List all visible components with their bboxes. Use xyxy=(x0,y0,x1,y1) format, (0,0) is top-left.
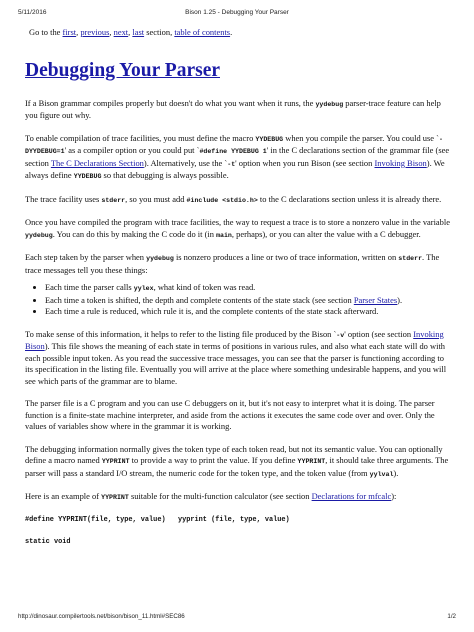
link-invoking-bison-2[interactable]: Invoking Bison xyxy=(25,328,444,351)
paragraph-stderr: The trace facility uses stderr, so you must add #include <stdio.h> to the C declarations section unless it is already there. xyxy=(25,193,442,204)
paragraph-trace-output: Each step taken by the parser when yydebug is nonzero produces a line or two of trace information, written on stderr. The trace messages tell you these things: xyxy=(25,252,440,275)
link-parser-states[interactable]: Parser States xyxy=(353,294,398,305)
page-title[interactable]: Debugging Your Parser xyxy=(25,59,220,81)
paragraph-request-trace: Once you have compiled the program with trace facilities, the way to request a trace is to store a nonzero value in the variable yydebug. You can do this by making the C code do it (in main, perhaps), or you can alter the value with a C debugger. xyxy=(25,217,450,239)
paragraph-listing-file: To make sense of this information, it helps to refer to the listing file produced by the Bison `-v' option (see section Invoking Bison). This file shows the meaning of each state in terms of positions in various rules, and also what each state will do with each possible input token. As you read the successive trace messages, you can see that the parser is functioning according to its specification in the listing file. Eventually you will arrive at the place where something undesirable happens, and you will see which parts of the grammar are to blame. xyxy=(25,328,447,386)
nav-toc-link[interactable]: table of contents xyxy=(174,27,231,37)
paragraph-enable-trace: To enable compilation of trace facilities, you must define the macro YYDEBUG when you compile the parser. You could use `-DYYDEBUG=1' as a compiler option or you could put `#define YYDEBUG 1' in the C declarations section of the grammar file (see section The C Declarations Section). Alternatively, use the `-t' option when you run Bison (see section Invoking Bison). We always define YYDEBUG so that debugging is always possible. xyxy=(25,132,450,180)
list-item: • Each time a token is shifted, the depth and complete contents of the state stack (see section Parser States). xyxy=(45,295,452,307)
link-invoking-bison[interactable]: Invoking Bison xyxy=(374,157,427,168)
print-header xyxy=(18,9,456,21)
section-navigation: Go to the first, previous, next, last section, table of contents. xyxy=(29,27,233,37)
paragraph-intro: If a Bison grammar compiles properly but doesn't do what you want when it runs, the yydebug parser-trace feature can help you figure out why. xyxy=(25,97,441,120)
paragraph-yyprint: The debugging information normally gives the token type of each token read, but not its semantic value. You can optionally define a macro named YYPRINT to provide a way to print the value. If you define YYPRINT, it should take three arguments. The parser will pass a standard I/O stream, the numeric code for the token type, and the token value (from yylval). xyxy=(25,443,449,478)
print-title: Bison 1.25 - Debugging Your Parser xyxy=(185,9,289,16)
footer-url: http://dinosaur.compilertools.net/bison/bison_11.html#SEC86 xyxy=(18,613,185,620)
code-static-void: static void xyxy=(25,537,71,546)
paragraph-example: Here is an example of YYPRINT suitable for the multi-function calculator (see section Declarations for mfcalc): xyxy=(25,491,397,501)
footer-page-number: 1/2 xyxy=(447,613,456,620)
list-item: • Each time a rule is reduced, which rule it is, and the complete contents of the state stack afterward. xyxy=(45,306,452,318)
link-declarations-mfcalc[interactable]: Declarations for mfcalc xyxy=(311,491,392,501)
code-define-yyprint: #define YYPRINT(file, type, value) yyprint (file, type, value) xyxy=(25,515,290,524)
nav-first-link[interactable]: first xyxy=(62,27,77,37)
nav-next-link[interactable]: next xyxy=(113,27,129,37)
list-item: • Each time the parser calls yylex, what kind of token was read. xyxy=(45,282,452,295)
print-footer xyxy=(18,613,456,623)
nav-previous-link[interactable]: previous xyxy=(80,27,110,37)
link-c-declarations[interactable]: The C Declarations Section xyxy=(50,157,144,168)
trace-info-list xyxy=(25,282,452,318)
nav-last-link[interactable]: last xyxy=(132,27,145,37)
paragraph-c-debuggers: The parser file is a C program and you can use C debuggers on it, but it's not easy to interpret what it is doing. The parser function is a finite-state machine interpreter, and aside from the actions it executes the same code over and over. Only the values of variables show where in the grammar it is working. xyxy=(25,398,435,431)
document-body xyxy=(25,27,452,548)
print-date: 5/11/2016 xyxy=(18,9,47,16)
